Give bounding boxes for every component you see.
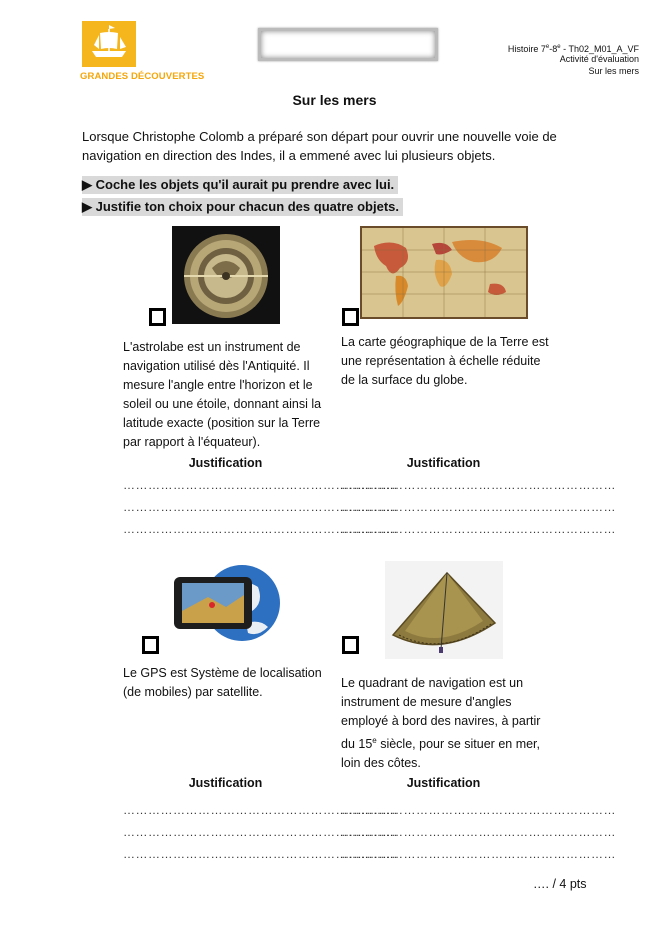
- topic: Sur les mers: [588, 66, 639, 76]
- caravel-icon: [82, 21, 136, 67]
- world-map-description: La carte géographique de la Terre est une représentation à échelle réduite de la surface du globe.: [341, 335, 549, 387]
- astrolabe-description: L'astrolabe est un instrument de navigation utilisé dès l'Antiquité. Il mesure l'angle entre l'horizon et le soleil ou une étoile, donnant ainsi la latitude exacte (position sur la Terre par rapport à l'équateur).: [123, 340, 322, 449]
- quadrant-justification-line[interactable]: …………………………………………………………: [341, 803, 616, 817]
- score: …. / 4 pts: [533, 877, 587, 891]
- gps-justification-line[interactable]: …………………………………………………………: [123, 847, 398, 861]
- world-map-justification-line[interactable]: …………………………………………………………: [341, 522, 616, 536]
- astrolabe-justification-line[interactable]: …………………………………………………………: [123, 522, 398, 536]
- checkbox-astrolabe[interactable]: [149, 308, 166, 326]
- checkbox-quadrant[interactable]: [342, 636, 359, 654]
- gps-justification-line[interactable]: …………………………………………………………: [123, 803, 398, 817]
- world-map-image: [360, 226, 528, 319]
- gps-description: Le GPS est Système de localisation (de mobiles) par satellite.: [123, 666, 322, 699]
- logo-caption: GRANDES DÉCOUVERTES: [80, 71, 205, 82]
- astrolabe-image: [172, 226, 280, 324]
- instruction-check: ▶ Coche les objets qu'il aurait pu prendre avec lui.: [82, 176, 398, 194]
- world-map-justification-line[interactable]: …………………………………………………………: [341, 478, 616, 492]
- astrolabe-justification-label: Justification: [188, 456, 263, 470]
- world-map-justification-line[interactable]: …………………………………………………………: [341, 500, 616, 514]
- logo: [82, 21, 136, 67]
- gps-image: [168, 561, 280, 646]
- quadrant-justification-label: Justification: [406, 776, 481, 790]
- quadrant-description: Le quadrant de navigation est un instrument de mesure d'angles employé à bord des navires, à partir du 15e siècle, pour se situer en mer, loin des côtes.: [341, 676, 541, 771]
- course-code: Histoire 7e-8e - Th02_M01_A_VF: [507, 44, 639, 54]
- quadrant-justification-line[interactable]: …………………………………………………………: [341, 847, 616, 861]
- instruction-justify: ▶ Justifie ton choix pour chacun des quatre objets.: [82, 198, 403, 216]
- world-map-justification-label: Justification: [406, 456, 481, 470]
- intro-text: Lorsque Christophe Colomb a préparé son départ pour ouvrir une nouvelle voie de navigation en direction des Indes, il a emmené avec lui plusieurs objets.: [82, 129, 557, 163]
- gps-justification-line[interactable]: …………………………………………………………: [123, 825, 398, 839]
- quadrant-justification-line[interactable]: …………………………………………………………: [341, 825, 616, 839]
- activity-type: Activité d'évaluation: [559, 54, 639, 64]
- gps-justification-label: Justification: [188, 776, 263, 790]
- checkbox-gps[interactable]: [142, 636, 159, 654]
- checkbox-world-map[interactable]: [342, 308, 359, 326]
- quadrant-image: [385, 561, 503, 659]
- page-title: Sur les mers: [292, 92, 377, 108]
- astrolabe-justification-line[interactable]: …………………………………………………………: [123, 500, 398, 514]
- astrolabe-justification-line[interactable]: …………………………………………………………: [123, 478, 398, 492]
- name-field[interactable]: [258, 28, 438, 61]
